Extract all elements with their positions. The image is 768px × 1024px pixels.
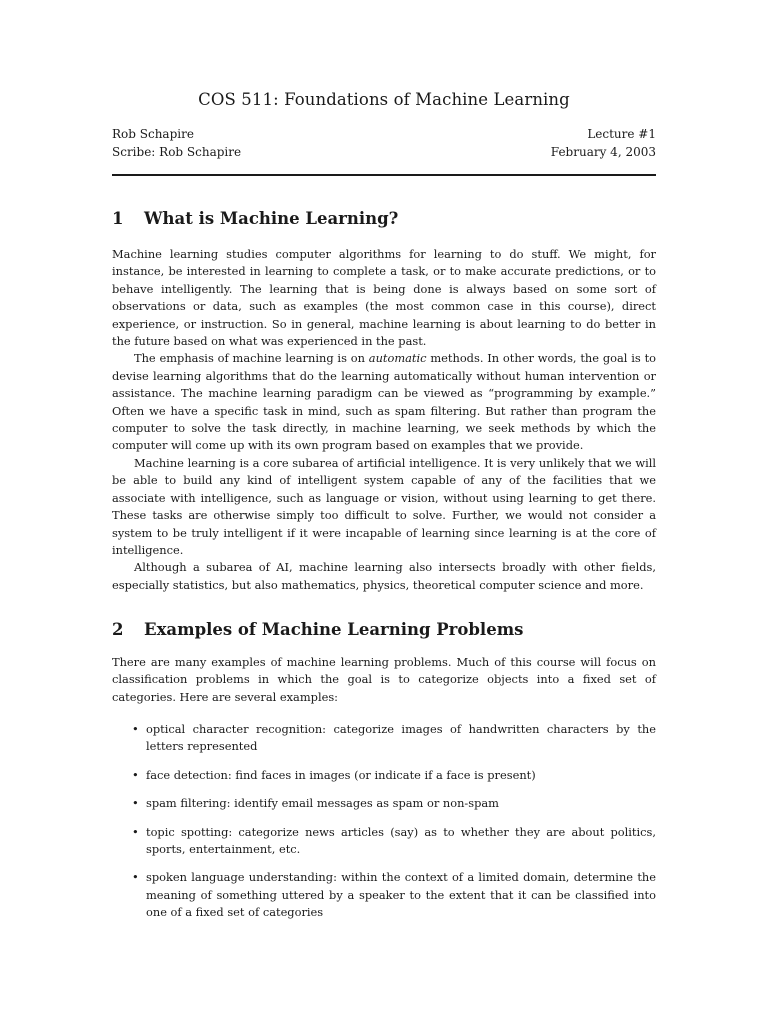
paragraph-2-text-end: methods. In other words, the goal is to devise learning algorithms that do the learning automatically without human intervention or assistance. The machine learning paradigm can be viewed as “programming by example.” Often we have a specific task in mind, such as spam filtering. But rather than program the computer to solve the task directly, in machine learning, we seek methods by which the computer will come up with its own program based on examples that we provide.: [112, 351, 656, 453]
section-1-body: [112, 246, 656, 594]
section-1-paragraph-1: Machine learning studies computer algorithms for learning to do stuff. We might, for instance, be interested in learning to complete a task, or to make accurate predictions, or to behave intelligently. The learning that is being done is always based on some sort of observations or data, such as examples (the most common case in this course), direct experience, or instruction. So in general, machine learning is about learning to do better in the future based on what was experienced in the past.: [112, 247, 656, 349]
bullet-icon: •: [132, 796, 139, 811]
header-row-2: [112, 145, 656, 159]
section-1-number: 1: [112, 209, 124, 228]
section-2-body: [112, 654, 656, 706]
lecturer-name: Rob Schapire: [112, 127, 194, 141]
section-2-intro: There are many examples of machine learning problems. Much of this course will focus on classification problems in which the goal is to categorize objects into a fixed set of categories. Here are several examples:: [112, 655, 656, 704]
header-divider: [112, 174, 656, 176]
paragraph-2-text-start: The emphasis of machine learning is on: [134, 351, 369, 366]
section-1-heading: [112, 209, 656, 228]
section-1-paragraph-4: Although a subarea of AI, machine learning also intersects broadly with other fields, especially statistics, but also mathematics, physics, theoretical computer science and more.: [112, 560, 656, 592]
bullet-icon: •: [132, 824, 139, 839]
list-item: [112, 721, 656, 756]
header-row-1: [112, 127, 656, 141]
list-item-text: face detection: find faces in images (or indicate if a face is present): [146, 767, 536, 782]
section-1-paragraph-2: [112, 350, 656, 454]
document-title: COS 511: Foundations of Machine Learning: [198, 90, 570, 109]
list-item: [112, 795, 656, 812]
lecture-number: Lecture #1: [587, 127, 656, 141]
scribe-name: Scribe: Rob Schapire: [112, 145, 242, 159]
list-item: [112, 767, 656, 784]
bullet-icon: •: [132, 767, 139, 782]
section-2-title: Examples of Machine Learning Problems: [144, 620, 524, 639]
list-item-text: optical character recognition: categorize images of handwritten characters by the letters represented: [146, 722, 656, 754]
bullet-icon: •: [132, 722, 139, 736]
list-item: [112, 824, 656, 859]
list-item-text: spoken language understanding: within the context of a limited domain, determine the meaning of something uttered by a speaker to the extent that it can be classified into one of a fixed set of categories: [146, 870, 656, 920]
lecture-date: February 4, 2003: [550, 145, 656, 159]
bullet-icon: •: [132, 870, 139, 885]
section-2-number: 2: [112, 620, 124, 639]
examples-list: [112, 721, 656, 933]
list-item-text: spam filtering: identify email messages as spam or non-spam: [146, 796, 499, 811]
list-item: [112, 869, 656, 921]
section-1-title: What is Machine Learning?: [144, 209, 399, 228]
section-2-heading: [112, 620, 656, 639]
emphasized-word: automatic: [368, 351, 427, 366]
section-1-paragraph-3: Machine learning is a core subarea of artificial intelligence. It is very unlikely that we will be able to build any kind of intelligent system capable of any of the facilities that we associate with intelligence, such as language or vision, without using learning to get there. These tasks are otherwise simply too difficult to solve. Further, we would not consider a system to be truly intelligent if it were incapable of learning since learning is at the core of intelligence.: [112, 455, 656, 557]
list-item-text: topic spotting: categorize news articles (say) as to whether they are about politics, sports, entertainment, etc.: [146, 824, 656, 857]
